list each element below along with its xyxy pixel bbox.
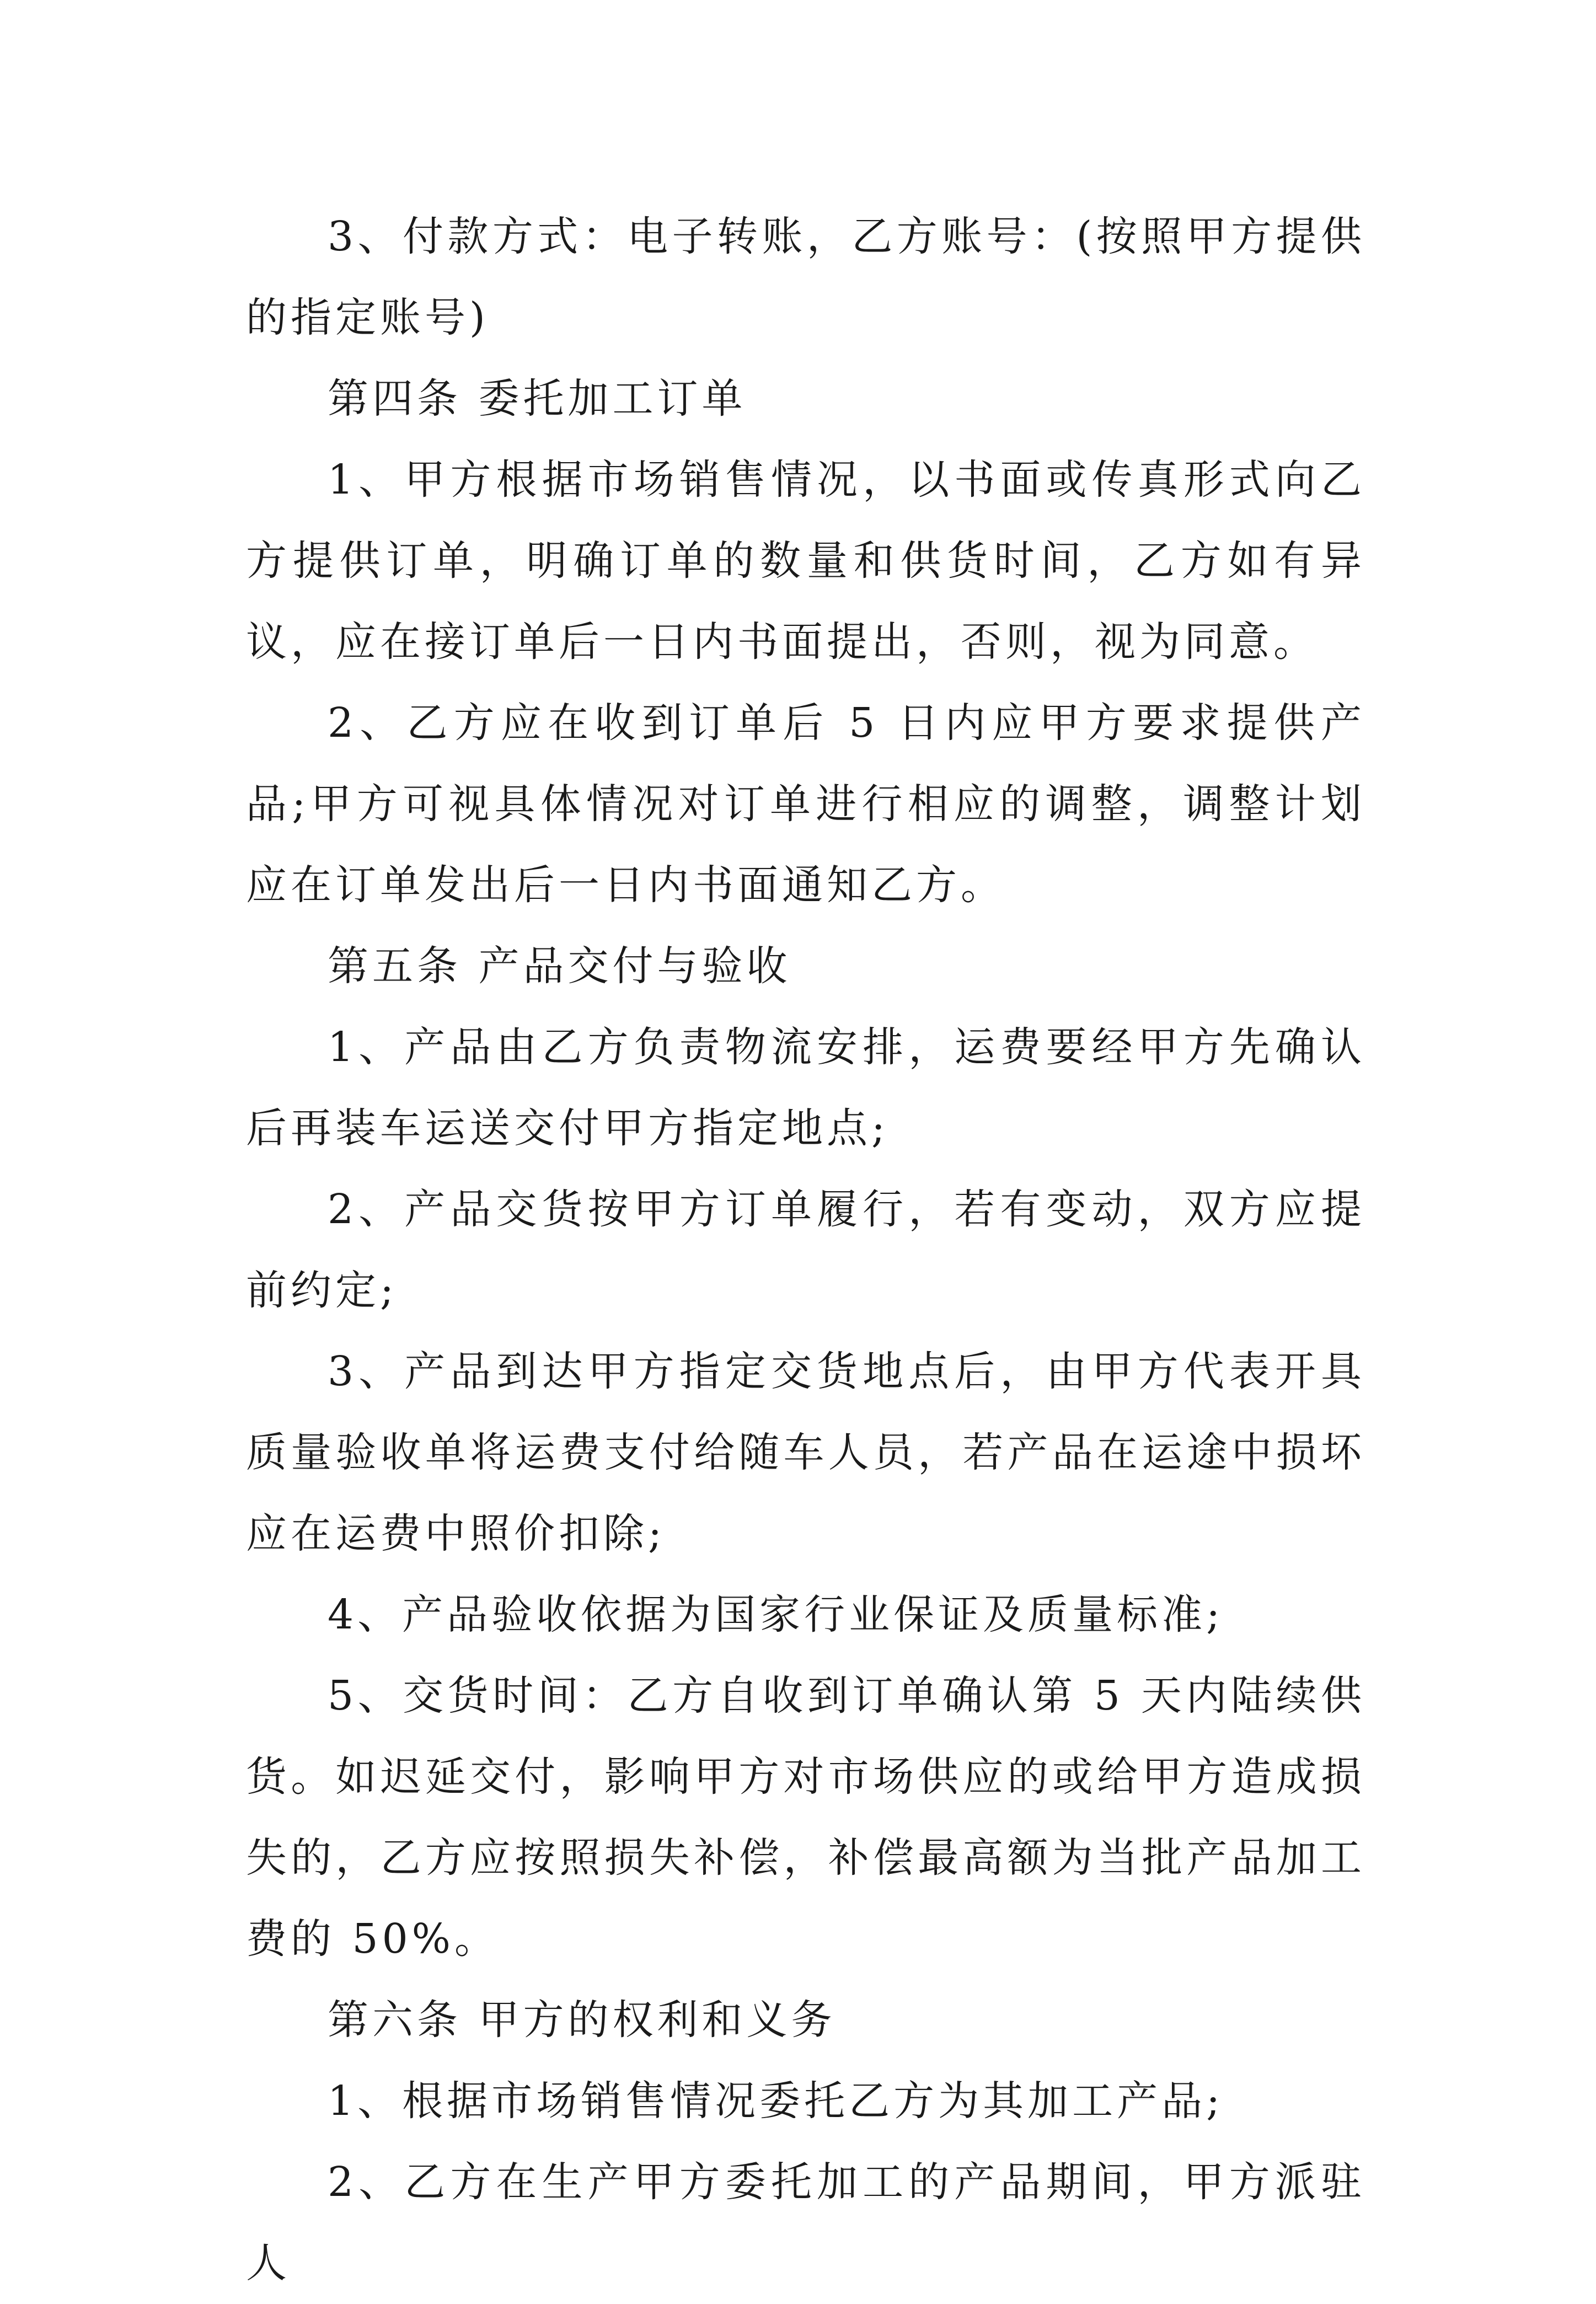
clause-paragraph: 2、乙方应在收到订单后 5 日内应甲方要求提供产品;甲方可视具体情况对订单进行相应的调整，调整计划应在订单发出后一日内书面通知乙方。	[246, 699, 1365, 909]
clause-paragraph: 1、甲方根据市场销售情况，以书面或传真形式向乙方提供订单，明确订单的数量和供货时间，乙方如有异议，应在接订单后一日内书面提出，否则，视为同意。	[246, 456, 1365, 666]
clause-paragraph: 2、产品交货按甲方订单履行，若有变动，双方应提前约定;	[246, 1186, 1365, 1314]
article-heading: 第四条 委托加工订单	[328, 375, 747, 422]
clause-paragraph: 5、交货时间：乙方自收到订单确认第 5 天内陆续供货。如迟延交付，影响甲方对市场供应的或给甲方造成损失的，乙方应按照损失补偿，补偿最高额为当批产品加工费的 50%。	[246, 1672, 1365, 1963]
article-heading: 第六条 甲方的权利和义务	[328, 1996, 836, 2044]
clause-paragraph: 2、乙方在生产甲方委托加工的产品期间，甲方派驻人	[246, 2158, 1365, 2287]
article-heading: 第五条 产品交付与验收	[328, 942, 791, 990]
document-body	[246, 196, 1365, 2304]
clause-paragraph: 4、产品验收依据为国家行业保证及质量标准;	[328, 1591, 1224, 1638]
clause-paragraph: 1、根据市场销售情况委托乙方为其加工产品;	[328, 2077, 1224, 2125]
clause-paragraph: 1、产品由乙方负责物流安排，运费要经甲方先确认后再装车运送交付甲方指定地点;	[246, 1024, 1365, 1152]
clause-paragraph: 3、付款方式：电子转账，乙方账号：(按照甲方提供的指定账号)	[246, 213, 1365, 341]
clause-paragraph: 3、产品到达甲方指定交货地点后，由甲方代表开具质量验收单将运费支付给随车人员，若产品在运途中损坏应在运费中照价扣除;	[246, 1348, 1365, 1557]
